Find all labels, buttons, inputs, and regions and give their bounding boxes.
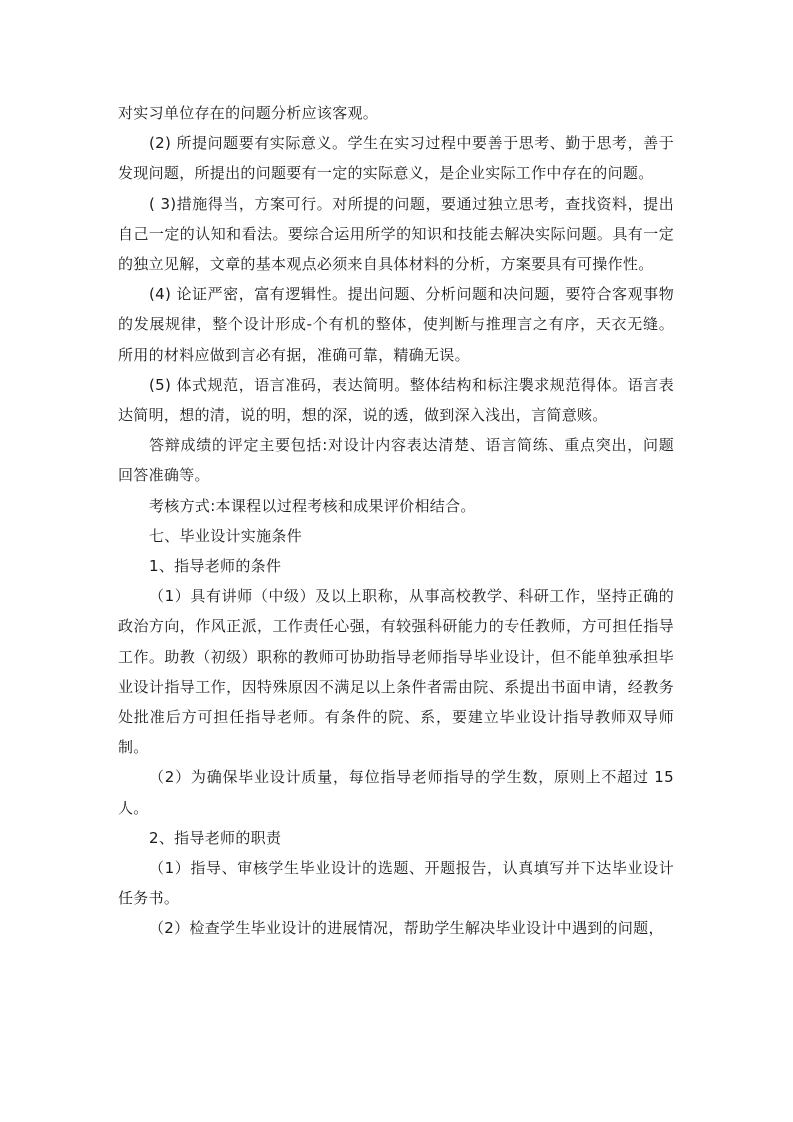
- subsection-heading-advisor-duties: 2、指导老师的职责: [149, 828, 282, 847]
- paragraph-assessment-method: 考核方式:本课程以过程考核和成果评价相结合。: [149, 496, 476, 515]
- paragraph-advisor-duty-2: （2）检查学生毕业设计的进展情况，帮助学生解决毕业设计中遇到的问题，: [149, 919, 664, 938]
- document-body: [118, 98, 674, 944]
- paragraph-criterion-4: (4) 论证严密，富有逻辑性。提出问题、分析问题和决问题，要符合客观事物的发展规律，整个设计形成-个有机的整体，使判断与推理言之有序，天衣无缝。所用的材料应做到言必有据，准确可靠，精确无误。: [118, 285, 674, 364]
- paragraph-problem-analysis-end: 对实习单位存在的问题分析应该客观。: [118, 104, 379, 122]
- paragraph-defense-grading: 答辩成绩的评定主要包括:对设计内容表达清楚、语言简练、重点突出，问题回答准确等。: [118, 436, 674, 485]
- subsection-heading-advisor-requirements: 1、指导老师的条件: [149, 557, 282, 576]
- paragraph-advisor-duty-1: （1）指导、审核学生毕业设计的选题、开题报告，认真填写并下达毕业设计任务书。: [118, 859, 674, 908]
- paragraph-criterion-2: (2) 所提问题要有实际意义。学生在实习过程中要善于思考、勤于思考，善于发现问题，所提出的问题要有一定的实际意义，是企业实际工作中存在的问题。: [118, 134, 674, 183]
- paragraph-criterion-5: (5) 体式规范，语言准码，表达简明。整体结构和标注褜求规范得体。语言表达简明，想的清，说的明，想的深，说的透，做到深入浅出，言简意赅。: [118, 375, 674, 425]
- paragraph-advisor-requirement-1: （1）具有讲师（中级）及以上职称，从事高校教学、科研工作，坚持正确的政治方向，作风正派，工作责任心强，有较强科研能力的专任教师，方可担任指导工作。助教（初级）职称的教师可协助指导老师指导毕业设计，但不能单独承担毕业设计指导工作，因特殊原因不满足以上条件者需由院、系提出书面申请，经教务处批准后方可担任指导老师。有条件的院、系，要建立毕业设计指导教师双导师制。: [118, 587, 674, 757]
- section-heading-implementation-conditions: 七、毕业设计实施条件: [149, 526, 303, 545]
- paragraph-advisor-requirement-2: （2）为确保毕业设计质量，每位指导老师指导的学生数，原则上不超过 15人。: [118, 768, 674, 817]
- paragraph-criterion-3: ( 3)措施得当，方案可行。对所提的问题，要通过独立思考，查找资料，提出自己一定的认知和看法。要综合运用所学的知识和技能去解决实际问题。具有一定的独立见解，文章的基本观点必须来自具体材料的分析，方案要具有可操作性。: [118, 194, 674, 274]
